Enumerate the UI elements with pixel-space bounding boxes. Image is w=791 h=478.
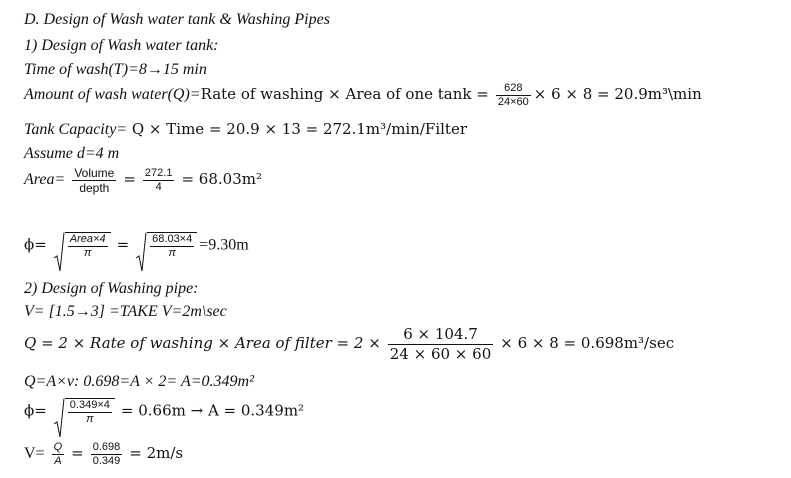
phi-denominator-2: π: [168, 247, 176, 259]
discharge-equation: [24, 325, 674, 364]
phi-label: ϕ=: [24, 235, 47, 254]
area-fraction-1: [72, 166, 116, 195]
area-fraction-2: [143, 167, 175, 194]
tank-label: Tank Capacity=: [24, 121, 128, 138]
v-numerator-2: 0.698: [92, 441, 121, 453]
discharge-denominator: 24 × 60 × 60: [389, 345, 492, 363]
area-numerator-2: 272.1: [144, 167, 173, 179]
tank-result: Q × Time = 20.9 × 13 = 272.1m³/min/Filter: [127, 120, 468, 138]
discharge-numerator: 6 × 104.7: [388, 325, 493, 345]
phi-numerator-1: Area×4: [69, 233, 106, 245]
phi-equals: =: [116, 235, 130, 254]
area-equals: =: [123, 170, 136, 189]
area-denominator-1: depth: [79, 181, 110, 195]
assume-depth: Assume d=4 m: [24, 145, 120, 162]
phi2-denominator: π: [86, 413, 94, 425]
phi2-label: ϕ=: [24, 401, 47, 420]
velocity-range: V= [1.5→3] =TAKE V=2m\sec: [24, 303, 227, 320]
amount-formula: Rate of washing × Area of one tank =: [200, 85, 489, 104]
sqrt-value: [135, 232, 197, 260]
amount-denominator: 24×60: [497, 96, 529, 108]
amount-fraction: [496, 82, 531, 109]
subheading-washing-pipe: 2) Design of Washing pipe:: [24, 280, 199, 297]
amount-of-wash-water: [24, 82, 702, 109]
area-result: = 68.03m²: [181, 170, 262, 189]
discharge-result: × 6 × 8 = 0.698m³/sec: [500, 334, 675, 353]
v-result: = 2m/s: [129, 444, 184, 463]
phi-result: =9.30m: [199, 236, 249, 254]
v-fraction-2: [91, 441, 123, 468]
area-numerator-1: Volume: [74, 166, 115, 180]
velocity-check: [24, 441, 183, 468]
amount-result: × 6 × 8 = 20.9m³\min: [533, 85, 702, 104]
v-fraction-1: [52, 441, 65, 468]
phi-numerator-2: 68.03×4: [152, 233, 193, 245]
radical-icon: [53, 232, 65, 272]
sqrt-area: [53, 232, 111, 260]
phi-denominator-1: π: [84, 247, 92, 259]
sqrt-pipe: [53, 398, 115, 426]
v-denominator-2: 0.349: [92, 455, 121, 467]
discharge-formula: Q = 2 × Rate of washing × Area of filter = 2 ×: [24, 334, 381, 353]
v-label: V=: [24, 445, 45, 463]
tank-capacity: [24, 119, 467, 140]
subheading-wash-water-tank: 1) Design of Wash water tank:: [24, 37, 219, 54]
amount-label: Amount of wash water(Q)=: [24, 86, 201, 104]
radical-icon: [135, 232, 147, 272]
section-heading: D. Design of Wash water tank & Washing Pipes: [24, 11, 330, 28]
area-label: Area=: [24, 171, 66, 189]
diameter-equation: [24, 232, 249, 260]
v-denominator-1: A: [54, 455, 62, 467]
pipe-diameter-equation: [24, 398, 304, 426]
area-denominator-2: 4: [155, 181, 162, 193]
time-of-wash: Time of wash(T)=8→15 min: [24, 61, 207, 78]
radical-icon: [53, 398, 65, 438]
continuity-equation: Q=A×v: 0.698=A × 2= A=0.349m²: [24, 373, 254, 390]
discharge-fraction: [388, 325, 493, 364]
v-equals: =: [71, 444, 84, 463]
phi2-result: = 0.66m → A = 0.349m²: [120, 401, 305, 420]
area-equation: [24, 166, 262, 195]
v-numerator-1: Q: [53, 441, 63, 453]
amount-numerator: 628: [496, 82, 531, 96]
phi2-numerator: 0.349×4: [69, 399, 110, 411]
